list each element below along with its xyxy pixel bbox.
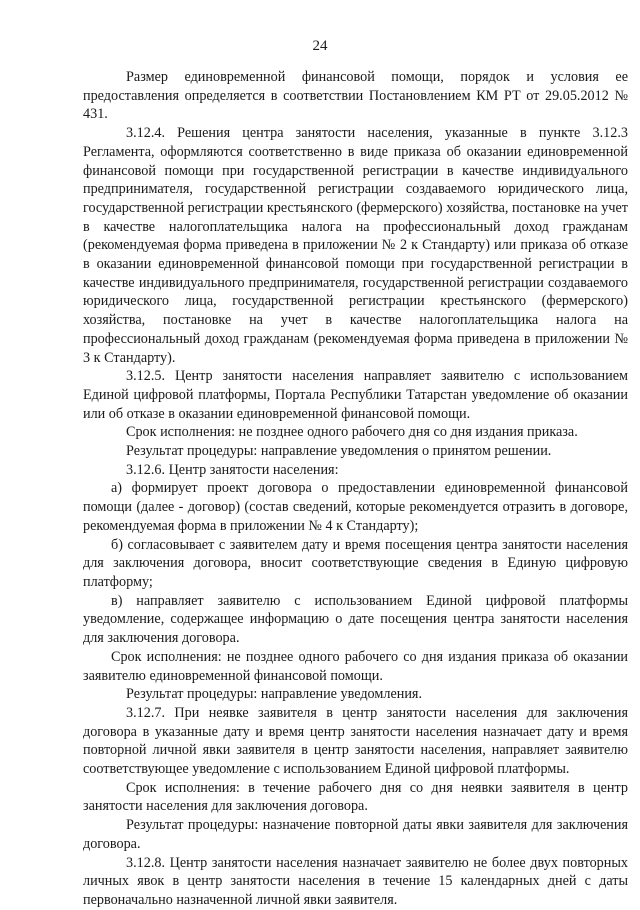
paragraph-3-12-6: 3.12.6. Центр занятости населения:	[126, 461, 339, 478]
paragraph-item-b: б) согласовывает с заявителем дату и время посещения центра занятости населения для заключения договора, вносит соответствующие сведения в Единую цифровую платформу;	[83, 536, 628, 590]
paragraph-item-a: а) формирует проект договора о предоставлении единовременной финансовой помощи (далее - договор) (состав сведений, которые рекомендуется отразить в договоре, рекомендуемая форма в приложении № 4 к Стандарту);	[83, 480, 628, 534]
paragraph-item-v: в) направляет заявителю с использованием Единой цифровой платформы уведомление, содержащее информацию о дате посещения центра занятости населения для заключения договора.	[83, 592, 628, 647]
paragraph-3-12-4: 3.12.4. Решения центра занятости населения, указанные в пункте 3.12.3 Регламента, оформляются соответственно в виде приказа об оказании единовременной финансовой помощи при государственной регистрации в качестве индивидуального предпринимателя, государственной регистрации создаваемого юридического лица, государственной регистрации крестьянского (фермерского) хозяйства, постановке на учет в качестве налогоплательщика налога на профессиональный доход гражданам (рекомендуемая форма приведена в приложении № 2 к Стандарту) или приказа об отказе в оказании единовременной финансовой помощи при государственной регистрации в качестве индивидуального предпринимателя, государственной регистрации создаваемого юридического лица, государственной регистрации крестьянского (фермерского) хозяйства, постановке на учет в качестве налогоплательщика налога на профессиональный доход гражданам (рекомендуемая форма приведена в приложении № 3 к Стандарту).	[83, 125, 628, 366]
paragraph-result-1: Результат процедуры: направление уведомления о принятом решении.	[126, 443, 552, 460]
document-body	[83, 68, 628, 910]
paragraph-aid-amount: Размер единовременной финансовой помощи, порядок и условия ее предоставления определяется в соответствии Постановлением КМ РТ от 29.05.2012 № 431.	[83, 69, 628, 123]
paragraph-deadline-2: Срок исполнения: не позднее одного рабочего со дня издания приказа об оказании заявителю единовременной финансовой помощи.	[83, 648, 628, 684]
paragraph-3-12-7: 3.12.7. При неявке заявителя в центр занятости населения для заключения договора в указанные дату и время центр занятости населения назначает дату и время повторной личной явки заявителя в центр занятости населения, направляет заявителю соответствующее уведомление с использованием Единой цифровой платформы.	[83, 704, 628, 778]
paragraph-3-12-8: 3.12.8. Центр занятости населения назначает заявителю не более двух повторных личных явок в центр занятости населения в течение 15 календарных дней с даты первоначально назначенной личной явки заявителя.	[83, 854, 628, 908]
paragraph-result-3: Результат процедуры: назначение повторной даты явки заявителя для заключения договора.	[83, 817, 628, 852]
page-number: 24	[312, 38, 328, 54]
paragraph-result-2: Результат процедуры: направление уведомления.	[126, 686, 422, 703]
paragraph-3-12-5: 3.12.5. Центр занятости населения направляет заявителю с использованием Единой цифровой платформы, Портала Республики Татарстан уведомление об оказании или об отказе в оказании единовременной финансовой помощи.	[83, 368, 628, 422]
paragraph-deadline-3: Срок исполнения: в течение рабочего дня со дня неявки заявителя в центр занятости населения для заключения договора.	[83, 779, 628, 815]
paragraph-deadline-1: Срок исполнения: не позднее одного рабочего дня со дня издания приказа.	[126, 424, 578, 441]
